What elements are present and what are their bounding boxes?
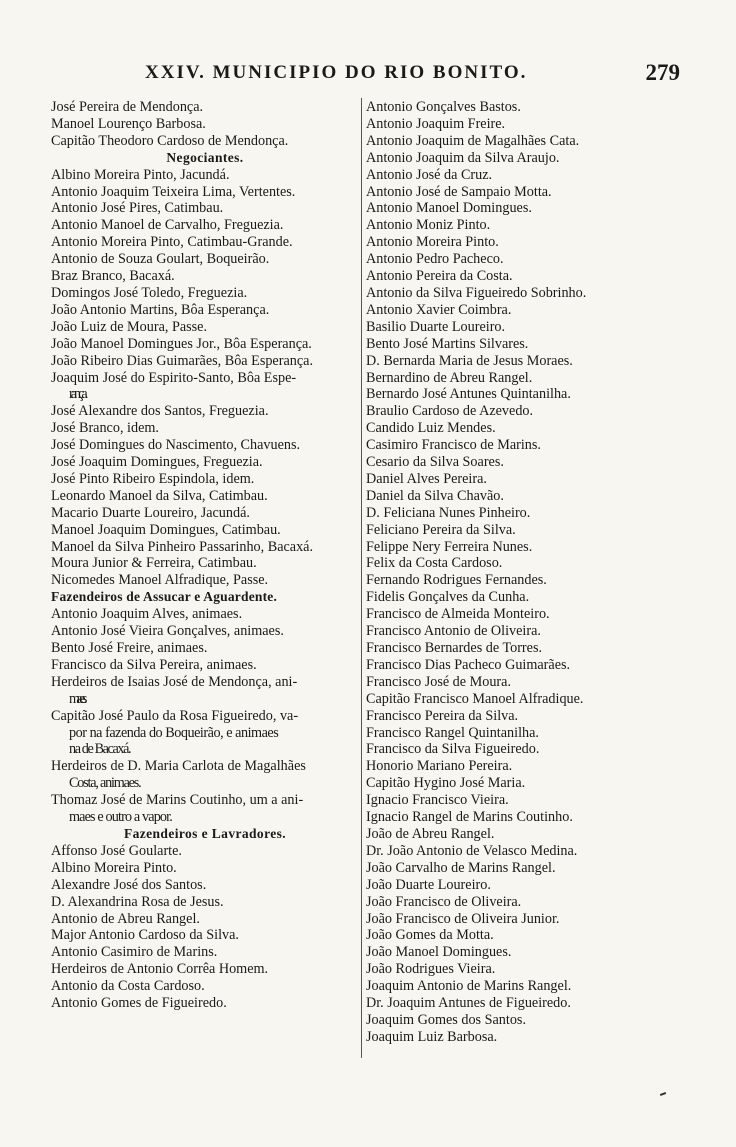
- list-entry: João Francisco de Oliveira.: [366, 893, 522, 910]
- list-entry: João Gomes da Motta.: [366, 927, 494, 944]
- list-entry: Capitão José Paulo da Rosa Figueiredo, va-: [51, 707, 299, 724]
- list-entry: Joaquim Antonio de Marins Rangel.: [366, 978, 572, 995]
- list-entry: Bernardino de Abreu Rangel.: [366, 369, 533, 386]
- list-entry-continuation: na de Bacaxá.: [69, 741, 131, 758]
- list-entry: Antonio Casimiro de Marins.: [51, 944, 218, 961]
- list-entry: D. Alexandrina Rosa de Jesus.: [51, 893, 224, 910]
- list-entry: José Branco, idem.: [51, 420, 159, 437]
- list-entry: Antonio Xavier Coimbra.: [366, 301, 512, 318]
- list-entry: Basilio Duarte Loureiro.: [366, 318, 506, 335]
- list-entry: Domingos José Toledo, Freguezia.: [51, 284, 248, 301]
- left-column: [51, 99, 359, 1012]
- list-entry: Ignacio Francisco Vieira.: [366, 792, 509, 809]
- list-entry: Antonio Moreira Pinto, Catimbau-Grande.: [51, 234, 293, 251]
- list-entry-continuation: por na fazenda do Boqueirão, e animaes: [69, 724, 279, 741]
- list-entry: Macario Duarte Loureiro, Jacundá.: [51, 504, 250, 521]
- list-entry: José Domingues do Nascimento, Chavuens.: [51, 437, 301, 454]
- list-entry: João Luiz de Moura, Passe.: [51, 318, 208, 335]
- list-entry: Capitão Francisco Manoel Alfradique.: [366, 690, 584, 707]
- list-entry: Francisco Antonio de Oliveira.: [366, 623, 541, 640]
- list-entry: Herdeiros de Isaias José de Mendonça, ani-: [51, 673, 298, 690]
- list-entry: D. Bernarda Maria de Jesus Moraes.: [366, 352, 573, 369]
- list-entry: Affonso José Goularte.: [51, 842, 182, 859]
- running-title: XXIV. MUNICIPIO DO RIO BONITO.: [145, 62, 528, 83]
- column-divider: [361, 98, 362, 1058]
- list-entry: Dr. João Antonio de Velasco Medina.: [366, 842, 578, 859]
- list-entry: José Pereira de Mendonça.: [51, 99, 204, 115]
- list-entry: Francisco da Silva Pereira, animaes.: [51, 656, 257, 673]
- list-entry: Francisco José de Moura.: [366, 673, 511, 690]
- list-entry: Braulio Cardoso de Azevedo.: [366, 403, 534, 420]
- list-entry: Francisco Bernardes de Torres.: [366, 640, 543, 656]
- section-heading: Fazendeiros e Lavradores.: [123, 825, 287, 841]
- list-entry: José Joaquim Domingues, Freguezia.: [51, 454, 263, 471]
- list-entry: Braz Branco, Bacaxá.: [51, 268, 175, 285]
- list-entry-continuation: rança.: [69, 386, 86, 403]
- list-entry: Alexandre José dos Santos.: [51, 876, 207, 893]
- list-entry: Antonio da Silva Figueiredo Sobrinho.: [366, 284, 587, 301]
- list-entry: João Rodrigues Vieira.: [366, 961, 496, 978]
- list-entry: Felippe Nery Ferreira Nunes.: [366, 538, 533, 555]
- list-entry: Antonio Joaquim da Silva Araujo.: [366, 149, 560, 166]
- list-entry: Antonio Joaquim Freire.: [366, 115, 506, 132]
- list-entry: Francisco Rangel Quintanilha.: [366, 724, 539, 741]
- list-entry: Antonio José da Cruz.: [366, 166, 493, 183]
- list-entry: Albino Moreira Pinto, Jacundá.: [51, 166, 230, 183]
- list-entry: Francisco Dias Pacheco Guimarães.: [366, 656, 571, 673]
- section-heading: Fazendeiros de Assucar e Aguardente.: [51, 589, 278, 605]
- list-entry: Daniel Alves Pereira.: [366, 470, 487, 487]
- list-entry: João Carvalho de Marins Rangel.: [366, 859, 556, 876]
- list-entry: Bento José Martins Silvares.: [366, 335, 529, 352]
- list-entry: Antonio Gonçalves Bastos.: [366, 99, 521, 115]
- list-entry: João Antonio Martins, Bôa Esperança.: [51, 301, 270, 318]
- list-entry: Antonio Gomes de Figueiredo.: [51, 995, 227, 1012]
- list-entry: Francisco de Almeida Monteiro.: [366, 606, 550, 623]
- list-entry: Antonio Joaquim de Magalhães Cata.: [366, 132, 580, 149]
- list-entry: Antonio Pedro Pacheco.: [366, 251, 504, 268]
- list-entry: Antonio José de Sampaio Motta.: [366, 183, 552, 200]
- list-entry: Antonio da Costa Cardoso.: [51, 978, 205, 995]
- list-entry: Bernardo José Antunes Quintanilha.: [366, 386, 571, 403]
- page-number: 279: [645, 60, 680, 85]
- list-entry: Francisco da Silva Figueiredo.: [366, 741, 540, 758]
- list-entry: Fidelis Gonçalves da Cunha.: [366, 589, 530, 606]
- list-entry: Antonio Moreira Pinto.: [366, 234, 499, 251]
- section-heading: Negociantes.: [166, 149, 244, 165]
- list-entry: João Manoel Domingues.: [366, 944, 512, 961]
- list-entry: D. Feliciana Nunes Pinheiro.: [366, 504, 531, 521]
- list-entry: Joaquim Gomes dos Santos.: [366, 1011, 527, 1028]
- list-entry: Major Antonio Cardoso da Silva.: [51, 927, 239, 944]
- list-entry: Capitão Theodoro Cardoso de Mendonça.: [51, 132, 289, 149]
- list-entry-continuation: maes e outro a vapor.: [69, 809, 172, 826]
- list-entry: Bento José Freire, animaes.: [51, 640, 208, 656]
- list-entry: Cesario da Silva Soares.: [366, 454, 504, 471]
- list-entry: Antonio José Pires, Catimbau.: [51, 200, 224, 217]
- list-entry-continuation: Costa, animaes.: [69, 775, 141, 792]
- list-entry: Manoel da Silva Pinheiro Passarinho, Bacaxá.: [51, 538, 314, 555]
- list-entry: João Francisco de Oliveira Junior.: [366, 910, 560, 927]
- list-entry: João Ribeiro Dias Guimarães, Bôa Esperança.: [51, 352, 313, 369]
- list-entry: Herdeiros de D. Maria Carlota de Magalhães: [51, 758, 306, 775]
- list-entry: Honorio Mariano Pereira.: [366, 758, 513, 775]
- list-entry: Antonio Manoel Domingues.: [366, 200, 532, 217]
- ink-fleck: [660, 1092, 666, 1096]
- list-entry: João Duarte Loureiro.: [366, 876, 491, 893]
- list-entry: Capitão Hygino José Maria.: [366, 775, 526, 792]
- list-entry: Manoel Joaquim Domingues, Catimbau.: [51, 521, 281, 538]
- list-entry: Antonio Joaquim Alves, animaes.: [51, 606, 243, 623]
- list-entry: Antonio de Abreu Rangel.: [51, 910, 200, 927]
- list-entry: Candido Luiz Mendes.: [366, 420, 496, 437]
- list-entry: José Pinto Ribeiro Espindola, idem.: [51, 470, 255, 487]
- right-column: [366, 99, 696, 1046]
- list-entry: Francisco Pereira da Silva.: [366, 707, 519, 724]
- list-entry: Antonio Joaquim Teixeira Lima, Vertentes.: [51, 183, 296, 200]
- list-entry: Casimiro Francisco de Marins.: [366, 437, 541, 454]
- list-entry: Dr. Joaquim Antunes de Figueiredo.: [366, 995, 571, 1012]
- list-entry: João Manoel Domingues Jor., Bôa Esperança.: [51, 335, 312, 352]
- page-header: [50, 62, 680, 96]
- list-entry: João de Abreu Rangel.: [366, 825, 495, 842]
- list-entry: Daniel da Silva Chavão.: [366, 487, 504, 504]
- list-entry: Antonio José Vieira Gonçalves, animaes.: [51, 623, 284, 640]
- list-entry: Antonio de Souza Goulart, Boqueirão.: [51, 251, 270, 268]
- list-entry-continuation: maes.: [69, 690, 84, 707]
- list-entry: Felix da Costa Cardoso.: [366, 555, 503, 572]
- list-entry: Joaquim José do Espirito-Santo, Bôa Espe-: [51, 369, 297, 386]
- list-entry: Nicomedes Manoel Alfradique, Passe.: [51, 572, 269, 589]
- list-entry: Antonio Pereira da Costa.: [366, 268, 513, 285]
- list-entry: Antonio Manoel de Carvalho, Freguezia.: [51, 217, 284, 234]
- list-entry: José Alexandre dos Santos, Freguezia.: [51, 403, 269, 420]
- list-entry: Feliciano Pereira da Silva.: [366, 521, 516, 538]
- list-entry: Fernando Rodrigues Fernandes.: [366, 572, 547, 589]
- list-entry: Moura Junior & Ferreira, Catimbau.: [51, 555, 257, 572]
- list-entry: Leonardo Manoel da Silva, Catimbau.: [51, 487, 268, 504]
- list-entry: Antonio Moniz Pinto.: [366, 217, 491, 234]
- list-entry: Herdeiros de Antonio Corrêa Homem.: [51, 961, 269, 978]
- list-entry: Joaquim Luiz Barbosa.: [366, 1028, 498, 1045]
- list-entry: Ignacio Rangel de Marins Coutinho.: [366, 809, 573, 826]
- list-entry: Albino Moreira Pinto.: [51, 859, 177, 876]
- list-entry: Manoel Lourenço Barbosa.: [51, 115, 206, 132]
- list-entry: Thomaz José de Marins Coutinho, um a ani-: [51, 792, 304, 809]
